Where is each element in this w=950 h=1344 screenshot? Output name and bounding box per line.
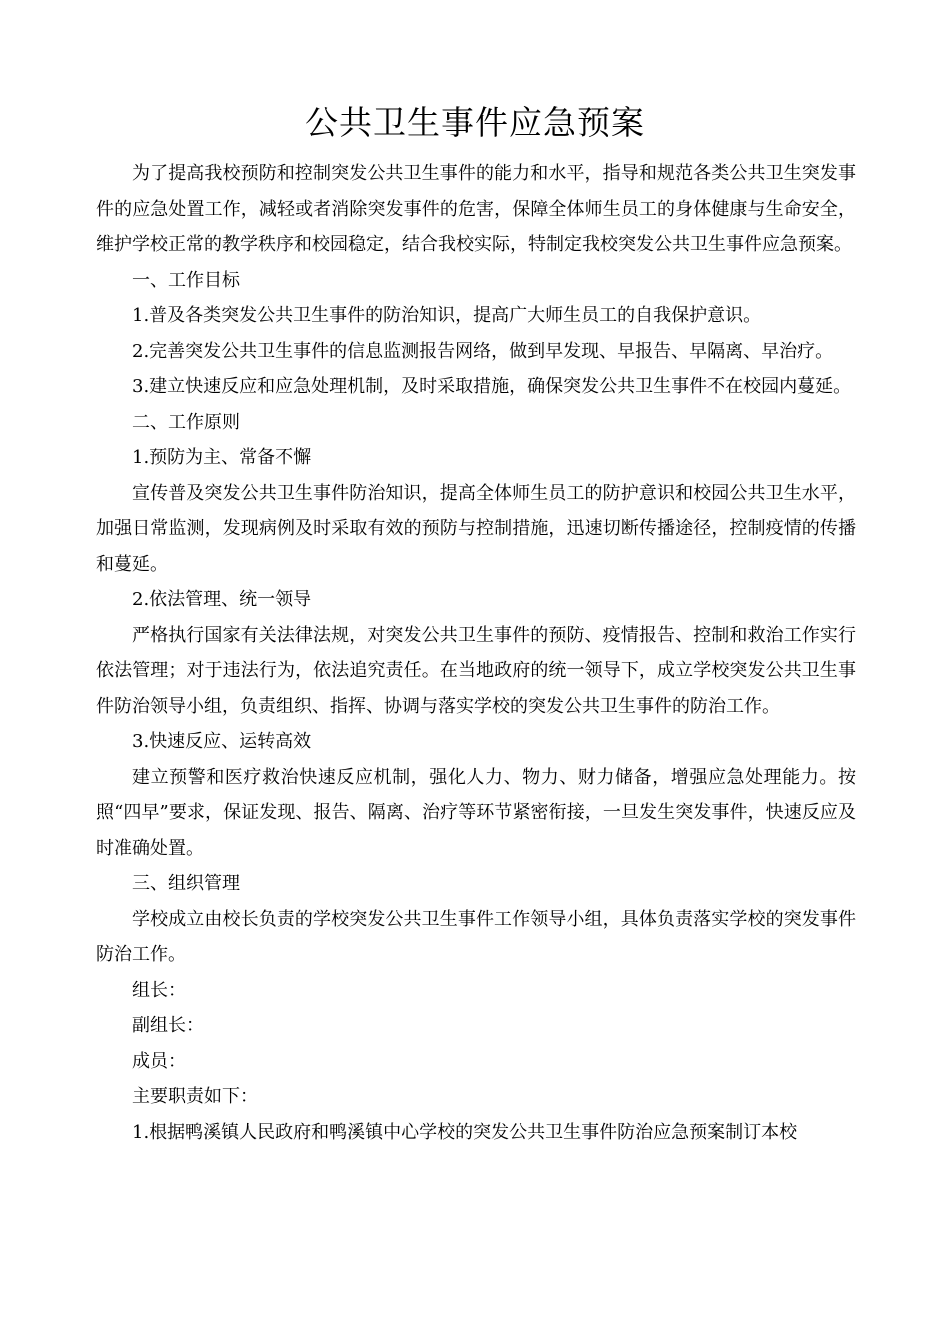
goal-item-1: 1.普及各类突发公共卫生事件的防治知识，提高广大师生员工的自我保护意识。 — [132, 305, 762, 326]
deputy-leader-line: 副组长： — [132, 1015, 204, 1036]
principle-text-3: 建立预警和医疗救治快速反应机制，强化人力、物力、财力储备，增强应急处理能力。按照“四早”要求，保证发现、报告、隔离、治疗等环节紧密衔接，一旦发生突发事件，快速反应及时准确处置。 — [96, 766, 856, 859]
goal-item-2: 2.完善突发公共卫生事件的信息监测报告网络，做到早发现、早报告、早隔离、早治疗。 — [132, 340, 834, 362]
principle-heading-3: 3.快速反应、运转高效 — [132, 731, 312, 752]
principle-heading-2: 2.依法管理、统一领导 — [132, 589, 312, 610]
organization-text: 学校成立由校长负责的学校突发公共卫生事件工作领导小组，具体负责落实学校的突发事件防治工作。 — [96, 908, 856, 965]
principle-text-2: 严格执行国家有关法律法规，对突发公共卫生事件的预防、疫情报告、控制和救治工作实行依法管理；对于违法行为，依法追究责任。在当地政府的统一领导下，成立学校突发公共卫生事件防治领导小组，负责组织、指挥、协调与落实学校的突发公共卫生事件的防治工作。 — [96, 624, 856, 717]
intro-paragraph: 为了提高我校预防和控制突发公共卫生事件的能力和水平，指导和规范各类公共卫生突发事件的应急处置工作，减轻或者消除突发事件的危害，保障全体师生员工的身体健康与生命安全，维护学校正常的教学秩序和校园稳定，结合我校实际，特制定我校突发公共卫生事件应急预案。 — [96, 163, 856, 255]
goal-item-3: 3.建立快速反应和应急处理机制，及时采取措施，确保突发公共卫生事件不在校园内蔓延。 — [132, 376, 852, 397]
principle-text-1: 宣传普及突发公共卫生事件防治知识，提高全体师生员工的防护意识和校园公共卫生水平，加强日常监测，发现病例及时采取有效的预防与控制措施，迅速切断传播途径，控制疫情的传播和蔓延。 — [96, 482, 856, 575]
document-title: 公共卫生事件应急预案 — [305, 103, 645, 142]
section-heading-organization: 三、组织管理 — [132, 873, 240, 894]
principle-heading-1: 1.预防为主、常备不懈 — [132, 447, 312, 468]
document-body — [96, 156, 856, 1150]
members-line: 成员： — [132, 1050, 186, 1072]
section-heading-goals: 一、工作目标 — [132, 269, 240, 291]
duty-item-1: 1.根据鸭溪镇人民政府和鸭溪镇中心学校的突发公共卫生事件防治应急预案制订本校 — [132, 1121, 798, 1143]
section-heading-principles: 二、工作原则 — [132, 411, 240, 433]
duties-heading: 主要职责如下： — [132, 1086, 258, 1107]
leader-line: 组长： — [132, 979, 186, 1001]
